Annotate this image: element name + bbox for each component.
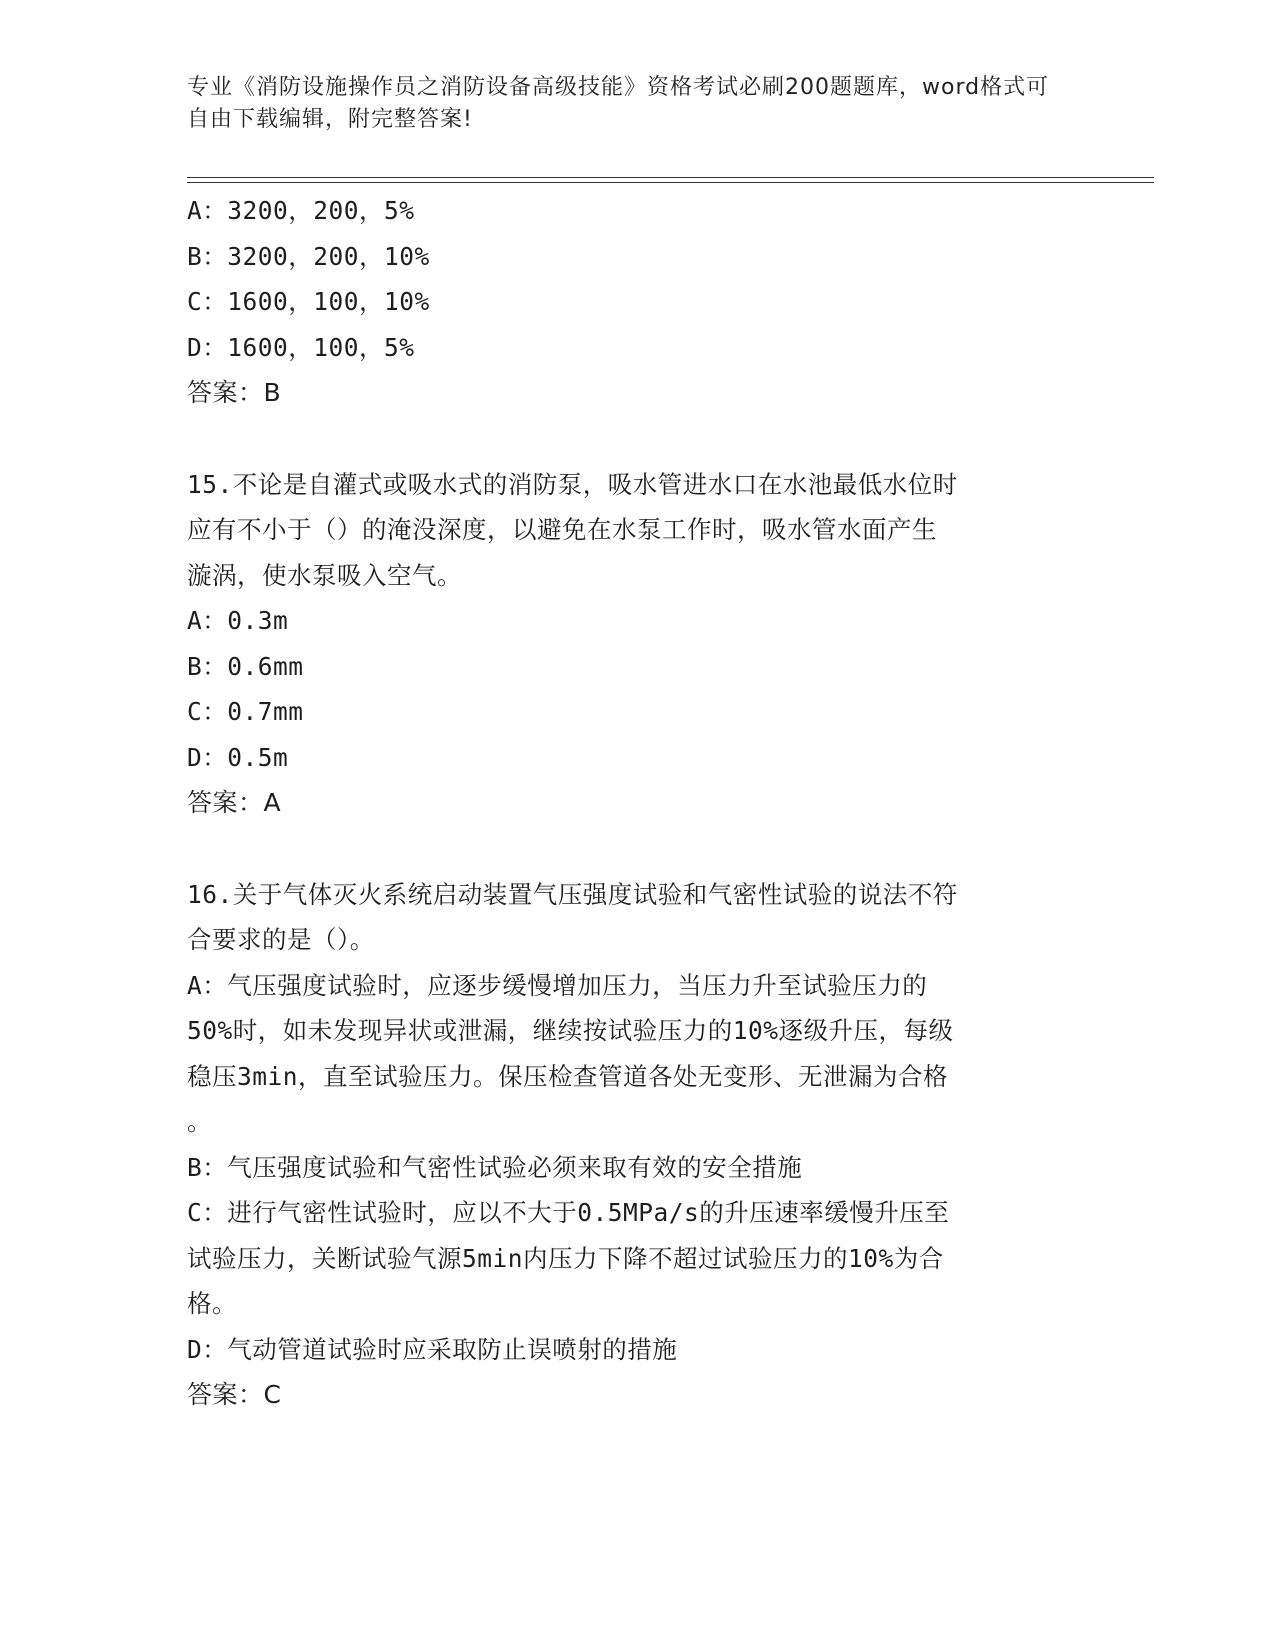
option-a-line: 。 xyxy=(187,1107,212,1136)
question-14-options xyxy=(187,188,1077,416)
header-divider-top xyxy=(187,177,1154,178)
question-stem-line: 16.关于气体灭火系统启动装置气压强度试验和气密性试验的说法不符 xyxy=(187,879,958,909)
option-c-line: 试验压力，关断试验气源5min内压力下降不超过试验压力的10%为合 xyxy=(187,1243,944,1273)
option-a: A：0.3m xyxy=(187,606,289,635)
option-a-line: 50%时，如未发现异状或泄漏，继续按试验压力的10%逐级升压，每级 xyxy=(187,1016,954,1045)
option-b: B：0.6mm xyxy=(187,651,304,681)
question-15 xyxy=(187,462,1077,826)
question-stem-line: 合要求的是（）。 xyxy=(187,925,375,954)
question-stem-line: 漩涡，使水泵吸入空气。 xyxy=(187,560,462,590)
option-c-line: 格。 xyxy=(187,1289,237,1318)
question-16 xyxy=(187,872,1077,1418)
option-d: D：0.5m xyxy=(187,742,289,772)
answer: 答案：A xyxy=(187,788,282,817)
option-c: C：0.7mm xyxy=(187,697,304,726)
option-c: C：1600，100，10% xyxy=(187,287,430,316)
option-d: D：气动管道试验时应采取防止误喷射的措施 xyxy=(187,1334,678,1364)
option-a-line: A：气压强度试验时，应逐步缓慢增加压力，当压力升至试验压力的 xyxy=(187,970,928,1000)
option-b: B：3200，200，10% xyxy=(187,241,430,271)
question-content xyxy=(187,188,1077,1418)
header-divider-bottom xyxy=(187,182,1154,183)
option-a: A：3200，200，5% xyxy=(187,196,415,225)
page-header: 专业《消防设施操作员之消防设备高级技能》资格考试必刷200题题库，word格式可自由下载编辑，附完整答案! xyxy=(187,75,1050,132)
question-stem-line: 15.不论是自灌式或吸水式的消防泵，吸水管进水口在水池最低水位时 xyxy=(187,469,958,499)
option-c-line: C：进行气密性试验时，应以不大于0.5MPa/s的升压速率缓慢升压至 xyxy=(187,1198,950,1227)
option-b: B：气压强度试验和气密性试验必须来取有效的安全措施 xyxy=(187,1152,803,1182)
option-a-line: 稳压3min，直至试验压力。保压检查管道各处无变形、无泄漏为合格 xyxy=(187,1061,948,1091)
answer: 答案：B xyxy=(187,378,282,407)
question-stem-line: 应有不小于（）的淹没深度，以避免在水泵工作时，吸水管水面产生 xyxy=(187,515,937,544)
option-d: D：1600，100，5% xyxy=(187,332,415,362)
answer: 答案：C xyxy=(187,1380,282,1409)
